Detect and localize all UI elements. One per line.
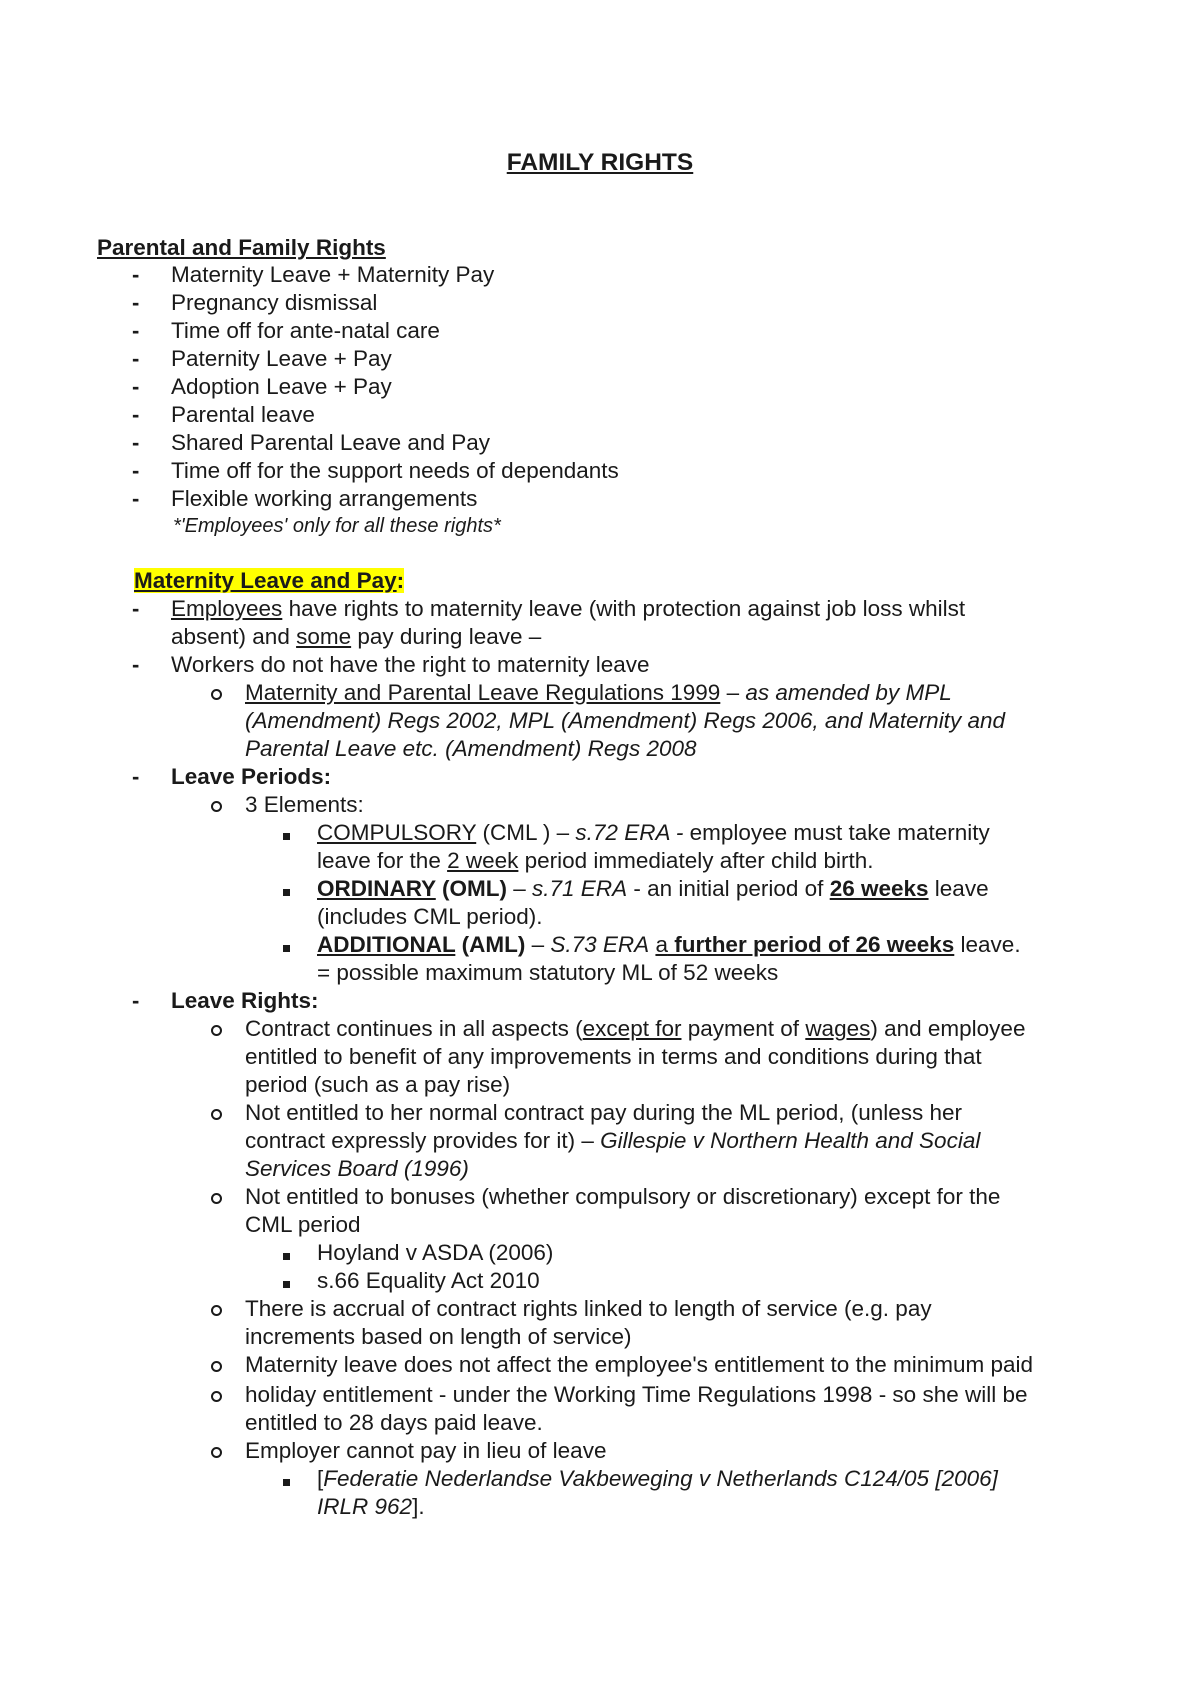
sub-item-text: s.66 Equality Act 2010 — [317, 1268, 540, 1293]
case-citation: Services Board (1996) — [245, 1156, 469, 1181]
leave-periods-heading: Leave Periods: — [171, 764, 332, 789]
right-line — [0, 1155, 1200, 1183]
parental-heading-line — [0, 234, 1200, 262]
text-run: absent) and — [171, 624, 297, 649]
text-run: s.72 ERA - — [575, 820, 684, 845]
paragraph-line — [0, 623, 1200, 651]
list-item — [0, 401, 1200, 429]
text-run: leave for the — [317, 848, 448, 873]
leave-periods-heading-line — [0, 763, 1200, 791]
dash-bullet: - — [132, 290, 140, 315]
right-line — [0, 1015, 1200, 1043]
cml-text — [317, 847, 874, 875]
list-item-text: Pregnancy dismissal — [171, 290, 378, 315]
employees-term: Employees — [171, 596, 283, 621]
list-item-text: Time off for the support needs of dependants — [171, 458, 619, 483]
list-item — [0, 317, 1200, 345]
right-text: period (such as a pay rise) — [245, 1072, 511, 1097]
page-title: FAMILY RIGHTS — [506, 149, 694, 176]
dash-bullet: - — [132, 988, 140, 1013]
oml-line — [0, 903, 1200, 931]
right-text: Not entitled to bonuses (whether compulsory or discretionary) except for the — [245, 1184, 1001, 1209]
text-run: leave. — [954, 932, 1021, 957]
square-bullet — [283, 1267, 290, 1295]
paragraph-line — [0, 595, 1200, 623]
square-bullet — [283, 819, 290, 847]
text-run: leave — [928, 876, 989, 901]
sub-item-text — [317, 1493, 425, 1521]
list-item — [0, 457, 1200, 485]
right-text: entitled to benefit of any improvements in terms and conditions during that — [245, 1044, 982, 1069]
list-item — [0, 345, 1200, 373]
elements-text: 3 Elements: — [245, 792, 364, 817]
some-term: some — [296, 624, 352, 649]
paragraph-text: Workers do not have the right to maternity leave — [171, 652, 650, 677]
regulations-text — [245, 679, 952, 707]
right-text — [245, 1015, 1025, 1043]
parental-heading: Parental and Family Rights — [97, 235, 386, 260]
circle-bullet — [211, 1437, 222, 1465]
list-item-text: Shared Parental Leave and Pay — [171, 430, 490, 455]
list-item — [0, 261, 1200, 289]
cml-text — [317, 819, 990, 847]
list-item — [0, 429, 1200, 457]
circle-bullet — [211, 1099, 222, 1127]
dash-bullet: - — [132, 652, 140, 677]
regulations-line — [0, 735, 1200, 763]
aml-line — [0, 931, 1200, 959]
dash-bullet: - — [132, 402, 140, 427]
circle-bullet — [211, 679, 222, 707]
text-run: a — [655, 932, 668, 957]
dash-bullet: - — [132, 430, 140, 455]
right-text: holiday entitlement - under the Working Time Regulations 1998 - so she will be — [245, 1382, 1028, 1407]
text-run: ]. — [412, 1494, 425, 1519]
aml-text: = possible maximum statutory ML of 52 weeks — [317, 960, 779, 985]
text-run: (AML) — [455, 932, 526, 957]
oml-line — [0, 875, 1200, 903]
case-citation: Federatie Nederlandse Vakbeweging v Netherlands C124/05 [2006] — [323, 1466, 998, 1491]
text-run: contract expressly provides for it) – — [245, 1128, 601, 1153]
cml-line — [0, 819, 1200, 847]
paragraph-text — [171, 623, 541, 651]
case-citation: IRLR 962 — [317, 1494, 413, 1519]
dash-bullet: - — [132, 374, 140, 399]
circle-bullet — [211, 1351, 222, 1379]
maternity-heading-text: Maternity Leave and Pay — [134, 568, 397, 593]
sub-item-line — [0, 1493, 1200, 1521]
dash-bullet: - — [132, 596, 140, 621]
text-run: have rights to maternity leave (with protection against job loss whilst — [282, 596, 966, 621]
right-line — [0, 1043, 1200, 1071]
list-item-text: Paternity Leave + Pay — [171, 346, 392, 371]
right-text: entitled to 28 days paid leave. — [245, 1410, 543, 1435]
right-text: Employer cannot pay in lieu of leave — [245, 1438, 607, 1463]
list-item — [0, 289, 1200, 317]
square-bullet — [283, 875, 290, 903]
aml-line — [0, 959, 1200, 987]
right-text: increments based on length of service) — [245, 1324, 632, 1349]
list-item-text: Time off for ante-natal care — [171, 318, 440, 343]
dash-bullet: - — [132, 764, 140, 789]
regulations-line — [0, 679, 1200, 707]
employees-note: *'Employees' only for all these rights* — [173, 515, 501, 537]
list-item-text: Parental leave — [171, 402, 315, 427]
regulations-name: Maternity and Parental Leave Regulations 1999 — [245, 680, 721, 705]
circle-bullet — [211, 1015, 222, 1043]
square-bullet — [283, 1239, 290, 1267]
right-text: There is accrual of contract rights linked to length of service (e.g. pay — [245, 1296, 932, 1321]
text-run: [ — [317, 1466, 324, 1491]
list-item-text: Adoption Leave + Pay — [171, 374, 392, 399]
text-run: - an initial period of — [627, 876, 830, 901]
aml-text — [317, 931, 1021, 959]
right-text: Not entitled to her normal contract pay during the ML period, (unless her — [245, 1100, 963, 1125]
oml-name: ORDINARY — [317, 876, 436, 901]
right-line — [0, 1437, 1200, 1465]
leave-rights-heading: Leave Rights: — [171, 988, 319, 1013]
right-line — [0, 1323, 1200, 1351]
aml-name: ADDITIONAL — [317, 932, 456, 957]
sub-item-text — [317, 1465, 998, 1493]
circle-bullet — [211, 1183, 222, 1211]
text-run: period immediately after child birth. — [518, 848, 874, 873]
list-item — [0, 485, 1200, 513]
text-run: ) and employee — [870, 1016, 1026, 1041]
maternity-heading-line — [0, 567, 1200, 595]
circle-bullet — [211, 1381, 222, 1409]
cml-name: COMPULSORY — [317, 820, 477, 845]
text-run: – — [720, 680, 746, 705]
text-run: pay during leave – — [351, 624, 542, 649]
right-line — [0, 1211, 1200, 1239]
list-item-text: Flexible working arrangements — [171, 486, 478, 511]
regulations-line — [0, 707, 1200, 735]
text-run: – — [525, 932, 551, 957]
sub-item-line — [0, 1239, 1200, 1267]
regulations-text: Parental Leave etc. (Amendment) Regs 2008 — [245, 736, 697, 761]
leave-rights-heading-line — [0, 987, 1200, 1015]
right-text: CML period — [245, 1212, 361, 1237]
regulations-text: (Amendment) Regs 2002, MPL (Amendment) Regs 2006, and Maternity and — [245, 708, 1005, 733]
maternity-heading — [134, 567, 404, 595]
maternity-heading-colon: : — [396, 568, 405, 593]
circle-bullet — [211, 791, 222, 819]
square-bullet — [283, 1465, 290, 1493]
paragraph-line — [0, 651, 1200, 679]
dash-bullet: - — [132, 262, 140, 287]
list-item — [0, 373, 1200, 401]
text-run: – — [550, 820, 576, 845]
aml-further-period: further period of 26 weeks — [667, 932, 955, 957]
square-bullet — [283, 931, 290, 959]
paragraph-text — [171, 595, 965, 623]
right-line — [0, 1409, 1200, 1437]
text-run: (CML ) — [476, 820, 551, 845]
text-run: employee must take maternity — [683, 820, 990, 845]
text-run: S.73 ERA — [550, 932, 650, 957]
text-run: (OML) — [435, 876, 507, 901]
oml-text — [317, 875, 989, 903]
sub-item-text: Hoyland v ASDA (2006) — [317, 1240, 554, 1265]
dash-bullet: - — [132, 318, 140, 343]
sub-item-line — [0, 1465, 1200, 1493]
oml-weeks: 26 weeks — [829, 876, 929, 901]
oml-text: (includes CML period). — [317, 904, 543, 929]
right-line — [0, 1381, 1200, 1409]
dash-bullet: - — [132, 458, 140, 483]
employees-note-line — [0, 512, 1200, 540]
text-run: wages — [805, 1016, 871, 1041]
right-line — [0, 1071, 1200, 1099]
sub-item-line — [0, 1267, 1200, 1295]
right-line — [0, 1183, 1200, 1211]
text-run: s.71 ERA — [532, 876, 628, 901]
right-line — [0, 1295, 1200, 1323]
text-run: except for — [582, 1016, 682, 1041]
list-item-text: Maternity Leave + Maternity Pay — [171, 262, 495, 287]
right-line — [0, 1099, 1200, 1127]
case-citation: Gillespie v Northern Health and Social — [600, 1128, 981, 1153]
dash-bullet: - — [132, 486, 140, 511]
cml-weeks: 2 week — [447, 848, 519, 873]
elements-line — [0, 791, 1200, 819]
cml-line — [0, 847, 1200, 875]
text-run: as amended by MPL — [745, 680, 952, 705]
text-run: Contract continues in all aspects ( — [245, 1016, 583, 1041]
right-text: Maternity leave does not affect the employee's entitlement to the minimum paid — [245, 1352, 1034, 1377]
right-line — [0, 1351, 1200, 1379]
right-line — [0, 1127, 1200, 1155]
circle-bullet — [211, 1295, 222, 1323]
dash-bullet: - — [132, 346, 140, 371]
text-run: – — [507, 876, 533, 901]
right-text — [245, 1127, 980, 1155]
text-run: payment of — [681, 1016, 806, 1041]
